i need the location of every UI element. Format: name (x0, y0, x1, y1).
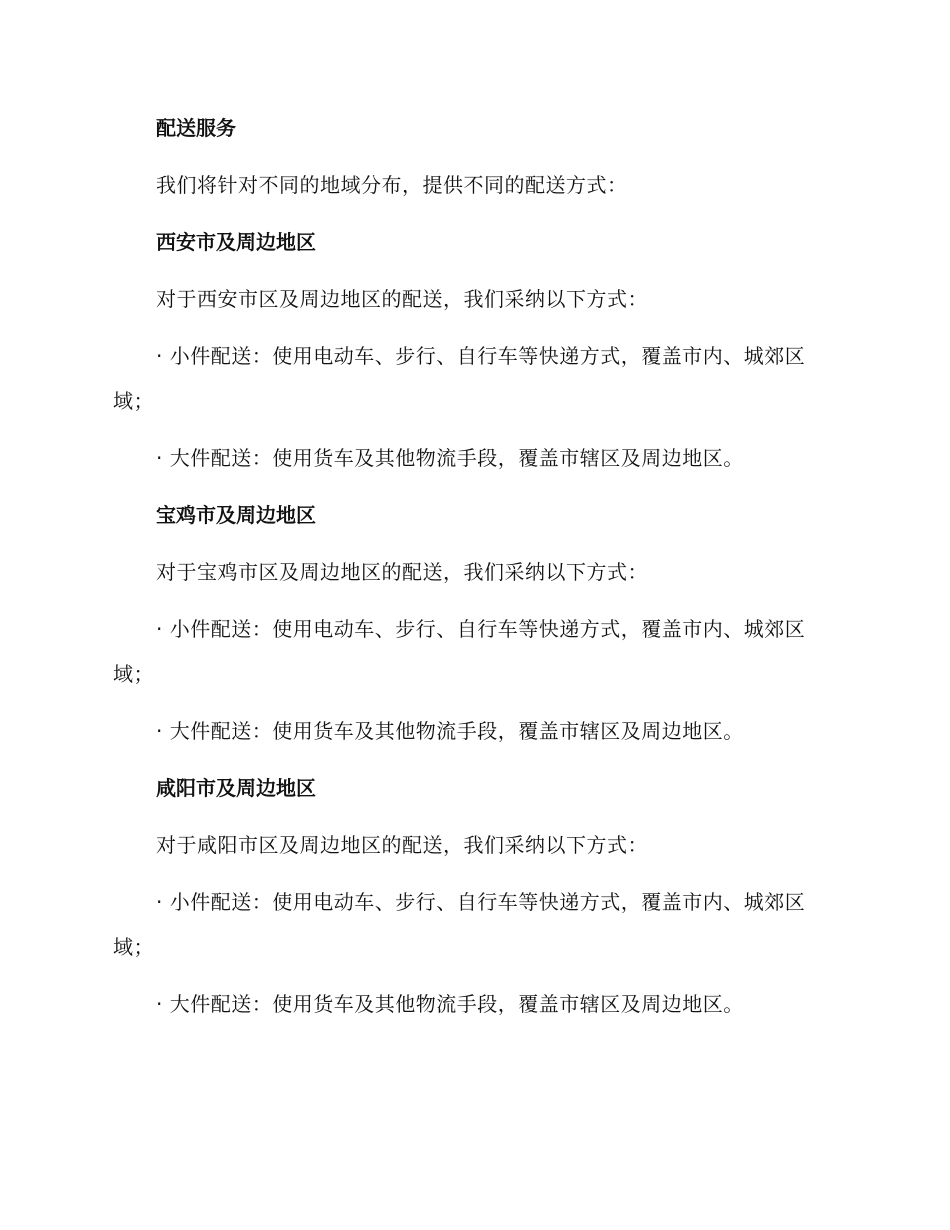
section-intro: 对于咸阳市区及周边地区的配送，我们采纳以下方式： (156, 833, 648, 857)
section-xian (113, 220, 825, 481)
bullet-large-delivery: · 大件配送：使用货车及其他物流手段，覆盖市辖区及周边地区。 (156, 446, 744, 470)
section-intro: 对于宝鸡市区及周边地区的配送，我们采纳以下方式： (156, 560, 648, 584)
document-page (113, 106, 825, 1039)
bullet-small-delivery: · 小件配送：使用电动车、步行、自行车等快递方式，覆盖市内、城郊区域； (113, 617, 806, 686)
section-baoji (113, 493, 825, 754)
section-intro: 对于西安市区及周边地区的配送，我们采纳以下方式： (156, 287, 648, 311)
section-heading: 宝鸡市及周边地区 (156, 503, 316, 527)
document-title: 配送服务 (156, 116, 236, 140)
bullet-small-delivery: · 小件配送：使用电动车、步行、自行车等快递方式，覆盖市内、城郊区域； (113, 890, 806, 959)
bullet-large-delivery: · 大件配送：使用货车及其他物流手段，覆盖市辖区及周边地区。 (156, 992, 744, 1016)
bullet-large-delivery: · 大件配送：使用货车及其他物流手段，覆盖市辖区及周边地区。 (156, 719, 744, 743)
document-intro: 我们将针对不同的地域分布，提供不同的配送方式： (156, 173, 628, 197)
bullet-small-delivery: · 小件配送：使用电动车、步行、自行车等快递方式，覆盖市内、城郊区域； (113, 344, 806, 413)
section-heading: 西安市及周边地区 (156, 230, 316, 254)
section-heading: 咸阳市及周边地区 (156, 776, 316, 800)
section-xianyang (113, 766, 825, 1027)
